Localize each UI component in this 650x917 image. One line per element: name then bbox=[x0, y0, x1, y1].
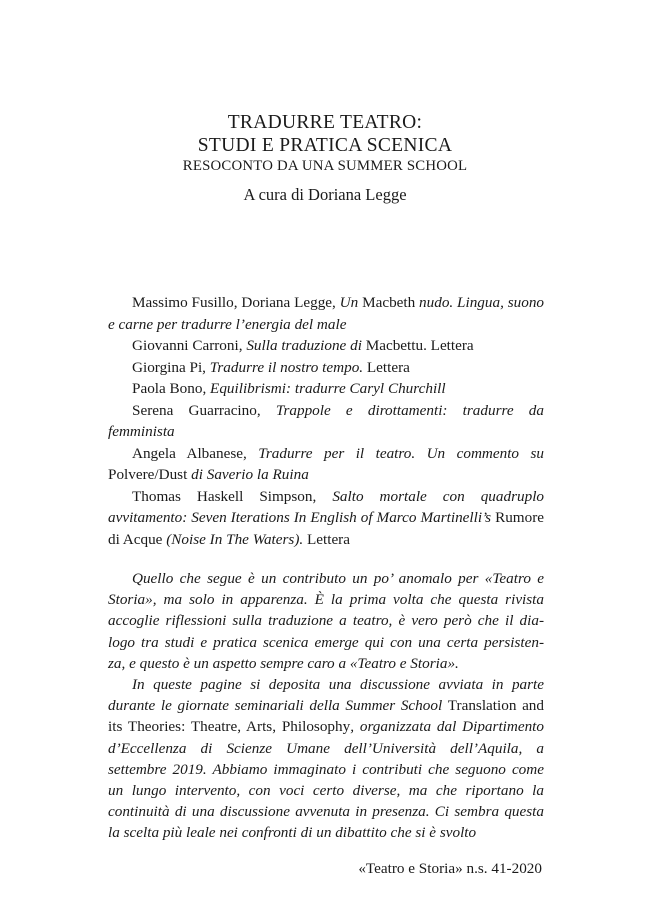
editor-credit: A cura di Doriana Legge bbox=[243, 185, 407, 204]
introduction-text bbox=[108, 568, 544, 844]
toc-entry bbox=[108, 486, 544, 551]
paragraph-part: Translation and its Theories: Theatre, Arts, Philosophy bbox=[108, 697, 544, 736]
toc-title-part: Trappole e dirottamenti: tradurre da femminista bbox=[108, 401, 544, 440]
toc-author: Giorgina Pi, bbox=[132, 358, 210, 376]
toc-author: Angela Albanese, bbox=[132, 444, 259, 462]
toc-entry bbox=[108, 400, 544, 443]
toc-title-part: Sulla traduzione di bbox=[246, 337, 366, 354]
toc-author: Massimo Fusillo, Doriana Legge, bbox=[132, 294, 340, 311]
toc-title-part: (Noise In The Waters). bbox=[166, 530, 304, 548]
toc-title-part: Tradurre il nostro tempo. bbox=[209, 358, 364, 376]
intro-paragraph-1 bbox=[108, 568, 544, 674]
article-title-line2: STUDI E PRATICA SCENICA bbox=[197, 135, 453, 156]
toc-title-part: Salto mortale con quadruplo avvitamento: Seven Iterations In English of Marco Martinelli’s bbox=[108, 487, 545, 526]
toc-title-part: Macbettu. Lettera bbox=[365, 337, 474, 354]
paragraph-line: accoglie riflessioni sulla traduzione a teatro, è vero però che il dia- bbox=[108, 612, 544, 630]
paragraph-line: logo tra studi e pratica scenica emerge qui con una certa persisten- bbox=[108, 633, 544, 651]
toc-author: Serena Guarracino, bbox=[132, 401, 276, 419]
toc-author: Thomas Haskell Simpson, bbox=[132, 487, 333, 505]
toc-title-part: Un bbox=[339, 294, 363, 311]
toc-author: Giovanni Carroni, bbox=[132, 337, 247, 354]
article-subtitle: RESOCONTO DA UNA SUMMER SCHOOL bbox=[182, 158, 468, 174]
article-title-line1: TRADURRE TEATRO: bbox=[227, 112, 423, 133]
toc-entry bbox=[108, 357, 544, 379]
toc-entry bbox=[108, 443, 544, 486]
paragraph-line: Storia», ma solo in apparenza. È la prima volta che questa rivista bbox=[108, 591, 544, 609]
toc-title-part: di Saverio la Ruina bbox=[191, 466, 309, 483]
paragraph-part: In queste pagine si deposita una discussione avviata in parte durante le giornate seminariali della Summer School bbox=[108, 676, 544, 715]
toc-title-part: Rumore di Acque bbox=[108, 509, 544, 548]
toc-title-part: nudo. Lingua, suono e carne per tradurre l’energia del male bbox=[108, 294, 545, 333]
paragraph-line: za, e questo è un aspetto sempre caro a «Teatro e Storia». bbox=[108, 654, 459, 672]
toc-entry bbox=[108, 378, 544, 400]
toc-title-part: Lettera bbox=[363, 358, 410, 376]
toc-entry bbox=[108, 292, 544, 335]
toc-title-part: Tradurre per il teatro. Un commento su bbox=[258, 444, 544, 462]
toc-title-part: Lettera bbox=[303, 530, 350, 548]
paragraph-line: Quello che segue è un contributo un po’ anomalo per «Teatro e bbox=[132, 570, 544, 587]
toc-entry bbox=[108, 335, 544, 357]
intro-paragraph-2 bbox=[108, 674, 544, 844]
toc-author: Paola Bono, bbox=[132, 380, 211, 397]
table-of-contents bbox=[108, 292, 544, 550]
journal-footer: «Teatro e Storia» n.s. 41-2020 bbox=[358, 860, 542, 877]
toc-title-part: Polvere/Dust bbox=[108, 466, 192, 483]
toc-title-part: Equilibrismi: tradurre Caryl Churchill bbox=[210, 380, 446, 397]
paragraph-part: , organizzata dal Dipartimento d’Eccellenza di Scienze Umane dell’Università dell’Aquila, a settembre 2019. Abbiamo immaginato i contributi che seguono come un lungo intervento, con voci certo diverse, ma che riportano la continuità di una discussione avvenuta in presenza. Ci sembra questa la scelta più leale nei confronti di un dibattito che si è svolto bbox=[108, 718, 544, 842]
toc-title-part: Macbeth bbox=[362, 294, 420, 311]
